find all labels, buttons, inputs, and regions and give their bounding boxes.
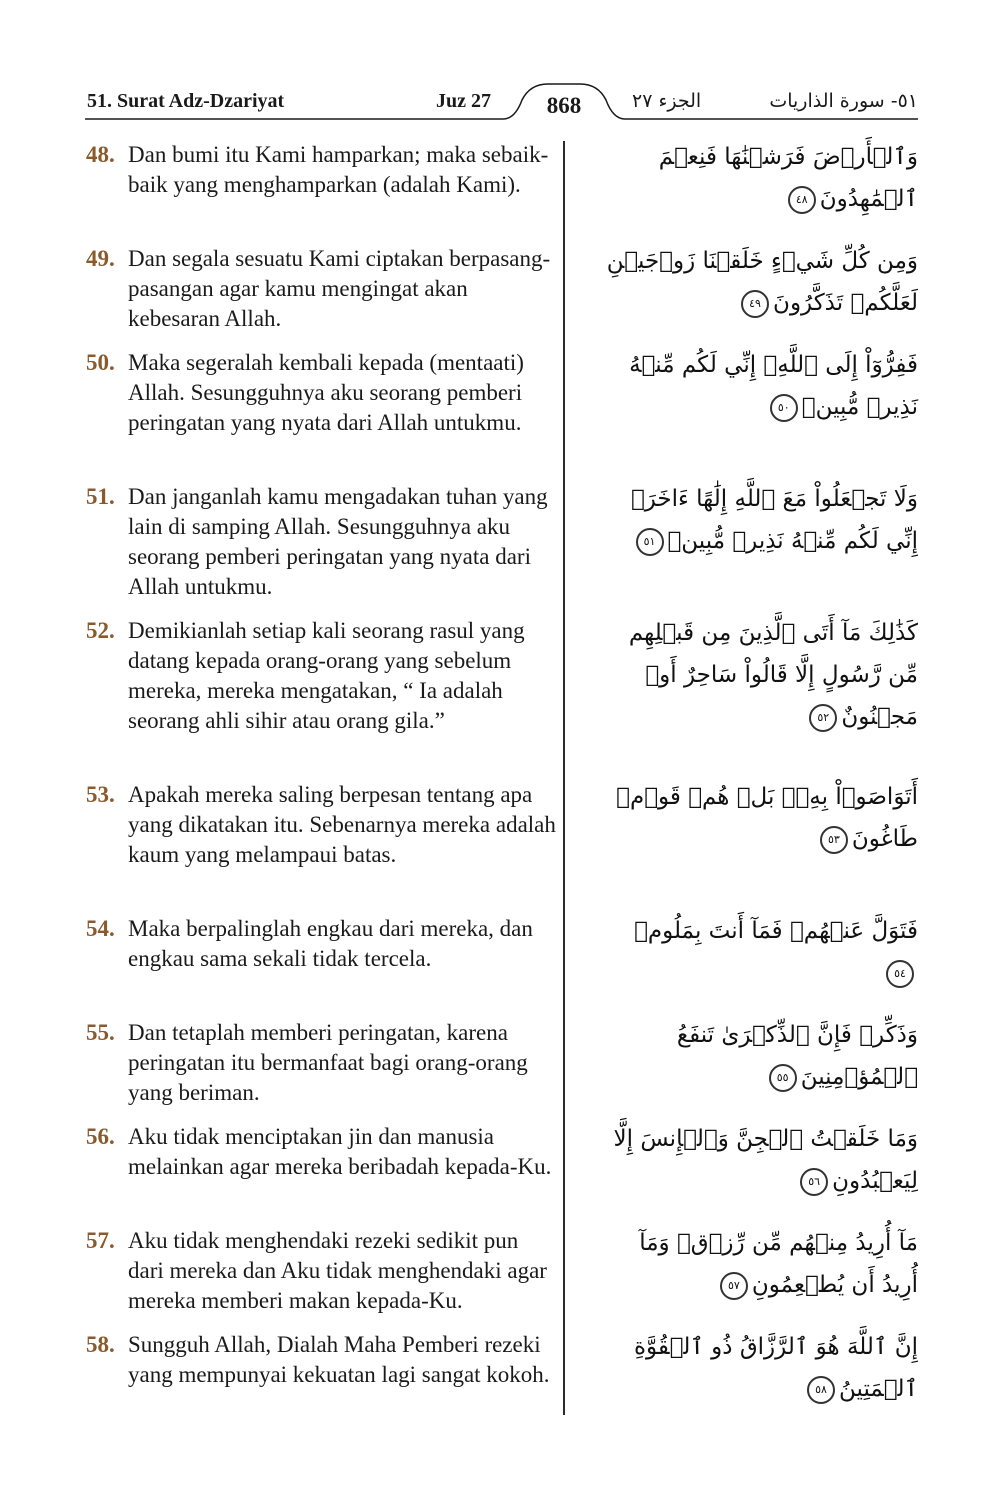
verse-arabic xyxy=(600,776,918,860)
verse-number: 56. xyxy=(86,1124,115,1149)
ayah-end-marker: ٥٨ xyxy=(807,1376,835,1404)
verse-arabic xyxy=(600,1118,918,1202)
verse-number: 50. xyxy=(86,350,115,375)
verse-translation: Demikianlah setiap kali seorang rasul yang datang kepada orang-orang yang sebelum mereka, mereka mengatakan, “ Ia adalah seorang ahli sihir atau orang gila.” xyxy=(128,618,525,733)
arabic-text: وَمَا خَلَقۡتُ ٱلۡجِنَّ وَٱلۡإِنسَ إِلَّا لِيَعۡبُدُونِ xyxy=(613,1126,918,1194)
verse-arabic xyxy=(600,1014,918,1098)
verse-number: 48. xyxy=(86,142,115,167)
verse-arabic xyxy=(600,344,918,428)
ayah-end-marker: ٥٥ xyxy=(769,1064,797,1092)
arabic-text: وَمِن كُلِّ شَيۡءٍ خَلَقۡنَا زَوۡجَيۡنِ لَعَلَّكُمۡ تَذَكَّرُونَ xyxy=(606,248,918,316)
ayah-end-marker: ٥٧ xyxy=(720,1272,748,1300)
verse-translation: Maka berpalinglah engkau dari mereka, dan engkau sama sekali tidak tercela. xyxy=(128,916,533,971)
arabic-text: وَٱلۡأَرۡضَ فَرَشۡنَٰهَا فَنِعۡمَ ٱلۡمَٰهِدُونَ xyxy=(658,144,918,212)
ayah-end-marker: ٥٣ xyxy=(820,826,848,854)
verse-arabic xyxy=(600,612,918,738)
verse-translation: Sungguh Allah, Dialah Maha Pemberi rezeki yang mempunyai kekuatan lagi sangat kokoh. xyxy=(128,1332,550,1387)
column-divider xyxy=(563,141,565,1415)
arabic-text: مَآ أُرِيدُ مِنۡهُم مِّن رِّزۡقٖ وَمَآ أُرِيدُ أَن يُطۡعِمُونِ xyxy=(639,1230,918,1298)
ayah-end-marker: ٥٢ xyxy=(809,704,837,732)
surah-title-arabic: ٥١- سورة الذاريات xyxy=(769,90,918,112)
arabic-text: فَتَوَلَّ عَنۡهُمۡ فَمَآ أَنتَ بِمَلُومٖ xyxy=(634,918,918,944)
verse-translation: Apakah mereka saling berpesan tentang apa yang dikatakan itu. Sebenarnya mereka adalah kaum yang melampaui batas. xyxy=(128,782,556,867)
juz-label-arabic: الجزء ٢٧ xyxy=(632,90,702,112)
arabic-text: وَلَا تَجۡعَلُواْ مَعَ ٱللَّهِ إِلَٰهًا ءَاخَرَۖ إِنِّي لَكُم مِّنۡهُ نَذِيرٞ مُّبِينٞ xyxy=(630,486,918,554)
verse-translation: Dan segala sesuatu Kami ciptakan berpasang-pasangan agar kamu mengingat akan kebesaran Allah. xyxy=(128,246,551,331)
page-header xyxy=(0,0,1000,130)
verse-arabic xyxy=(600,910,918,994)
verse-translation: Dan tetaplah memberi peringatan, karena peringatan itu bermanfaat bagi orang-orang yang beriman. xyxy=(128,1020,528,1105)
arabic-text: أَتَوَاصَوۡاْ بِهِۦۚ بَلۡ هُمۡ قَوۡمٞ طَاغُونَ xyxy=(616,784,918,852)
juz-label-latin: Juz 27 xyxy=(436,90,491,112)
ayah-end-marker: ٤٨ xyxy=(788,186,816,214)
arabic-text: كَذَٰلِكَ مَآ أَتَى ٱلَّذِينَ مِن قَبۡلِهِم مِّن رَّسُولٍ إِلَّا قَالُواْ سَاحِرٌ أَوۡ مَجۡنُونٌ xyxy=(628,620,918,730)
verse-number: 55. xyxy=(86,1020,115,1045)
arabic-text: فَفِرُّوٓاْ إِلَى ٱللَّهِۖ إِنِّي لَكُم مِّنۡهُ نَذِيرٞ مُّبِينٞ xyxy=(629,352,918,420)
verse-number: 53. xyxy=(86,782,115,807)
verse-translation: Aku tidak menciptakan jin dan manusia melainkan agar mereka beribadah kepada-Ku. xyxy=(128,1124,552,1179)
verse-number: 58. xyxy=(86,1332,115,1357)
verse-translation: Dan janganlah kamu mengadakan tuhan yang lain di samping Allah. Sesungguhnya aku seorang pemberi peringatan yang nyata dari Allah untukmu. xyxy=(128,484,548,599)
verse-arabic xyxy=(600,478,918,562)
ayah-end-marker: ٥٠ xyxy=(770,394,798,422)
verse-translation: Maka segeralah kembali kepada (mentaati) Allah. Sesungguhnya aku seorang pemberi peringatan yang nyata dari Allah untukmu. xyxy=(128,350,524,435)
ayah-end-marker: ٤٩ xyxy=(741,290,769,318)
verse-arabic xyxy=(600,1326,918,1410)
verse-translation: Dan bumi itu Kami hamparkan; maka sebaik-baik yang menghamparkan (adalah Kami). xyxy=(128,142,549,197)
verse-arabic xyxy=(600,1222,918,1306)
verse-number: 49. xyxy=(86,246,115,271)
arabic-text: وَذَكِّرۡ فَإِنَّ ٱلذِّكۡرَىٰ تَنفَعُ ٱلۡمُؤۡمِنِينَ xyxy=(676,1022,918,1090)
page-number: 868 xyxy=(546,93,582,118)
verse-arabic xyxy=(600,136,918,220)
verse-number: 52. xyxy=(86,618,115,643)
surah-title-latin: 51. Surat Adz-Dzariyat xyxy=(87,90,285,112)
verse-translation: Aku tidak menghendaki rezeki sedikit pun dari mereka dan Aku tidak menghendaki agar mereka memberi makan kepada-Ku. xyxy=(128,1228,547,1313)
verse-number: 54. xyxy=(86,916,115,941)
arabic-text: إِنَّ ٱللَّهَ هُوَ ٱلرَّزَّاقُ ذُو ٱلۡقُوَّةِ ٱلۡمَتِينُ xyxy=(634,1334,918,1402)
verse-number: 51. xyxy=(86,484,115,509)
verse-number: 57. xyxy=(86,1228,115,1253)
ayah-end-marker: ٥٤ xyxy=(886,960,914,988)
ayah-end-marker: ٥١ xyxy=(636,528,664,556)
ayah-end-marker: ٥٦ xyxy=(800,1168,828,1196)
verse-arabic xyxy=(600,240,918,324)
